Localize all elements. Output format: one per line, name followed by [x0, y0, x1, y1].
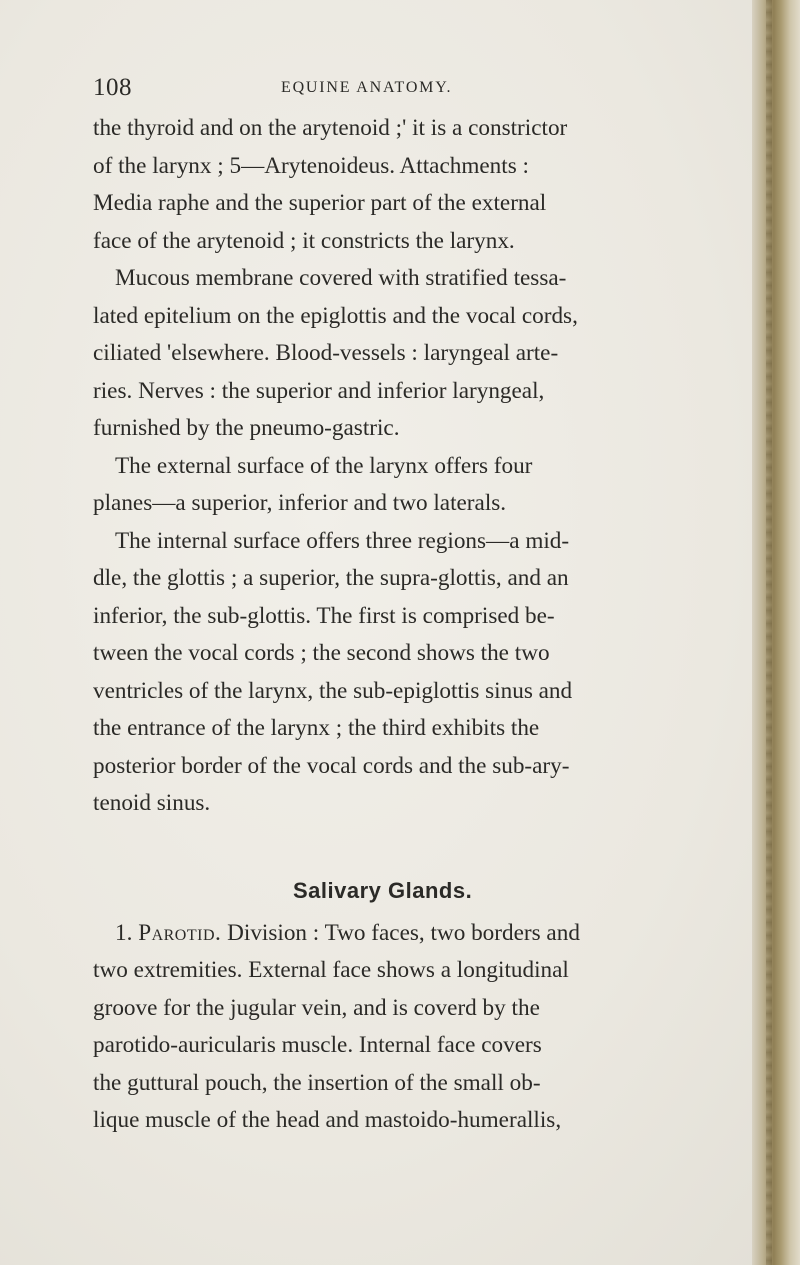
text-line: planes—a superior, inferior and two laterals. [93, 490, 507, 516]
paragraph-constrictor [93, 110, 748, 260]
text-line: lated epitelium on the epiglottis and the vocal cords, [93, 302, 578, 329]
page-header [93, 74, 733, 104]
text-line: the entrance of the larynx ; the third exhibits the [93, 715, 540, 741]
section-heading: Salivary Glands. [293, 877, 473, 903]
paragraph-internal-surface [93, 523, 748, 823]
text-line: posterior border of the vocal cords and the sub-ary- [93, 752, 570, 779]
running-head: EQUINE ANATOMY. [281, 79, 453, 96]
text-line [93, 915, 748, 953]
paragraph-external-surface [93, 448, 748, 523]
text-fragment: Division : Two faces, two borders and [227, 919, 580, 946]
text-line: The external surface of the larynx offers four [115, 452, 533, 479]
text-line: ventricles of the larynx, the sub-epiglottis sinus and [93, 677, 573, 704]
paragraph-parotid [93, 915, 748, 1140]
text-line: face of the arytenoid ; it constricts the larynx. [93, 227, 515, 254]
text-line: of the larynx ; 5—Arytenoideus. Attachments : [93, 152, 529, 179]
text-line: dle, the glottis ; a superior, the supra-glottis, and an [93, 565, 569, 591]
paragraph-mucous-membrane [93, 260, 748, 448]
text-line: the guttural pouch, the insertion of the small ob- [93, 1069, 541, 1096]
text-line: inferior, the sub-glottis. The first is comprised be- [93, 602, 555, 629]
text-line: tween the vocal cords ; the second shows the two [93, 640, 550, 666]
text-line: The internal surface offers three regions—a mid- [115, 527, 570, 554]
text-line: ries. Nerves : the superior and inferior laryngeal, [93, 377, 545, 404]
text-line: ciliated 'elsewhere. Blood-vessels : laryngeal arte- [93, 340, 559, 366]
text-line: tenoid sinus. [93, 790, 211, 816]
text-line: Mucous membrane covered with stratified tessa- [115, 265, 567, 291]
text-line: groove for the jugular vein, and is coverd by the [93, 994, 540, 1021]
text-line: furnished by the pneumo-gastric. [93, 415, 400, 441]
text-line: two extremities. External face shows a longitudinal [93, 957, 569, 983]
page-number: 108 [93, 74, 132, 101]
text-line: parotido-auricularis muscle. Internal face covers [93, 1032, 542, 1058]
text-line: Media raphe and the superior part of the external [93, 190, 547, 216]
item-number: 1. [115, 919, 133, 946]
text-line: the thyroid and on the arytenoid ;' it is a constrictor [93, 115, 568, 141]
text-line: lique muscle of the head and mastoido-humerallis, [93, 1107, 562, 1133]
body-text [93, 110, 748, 1140]
item-term: Parotid. [138, 919, 222, 946]
book-spine-edge [752, 0, 800, 1265]
